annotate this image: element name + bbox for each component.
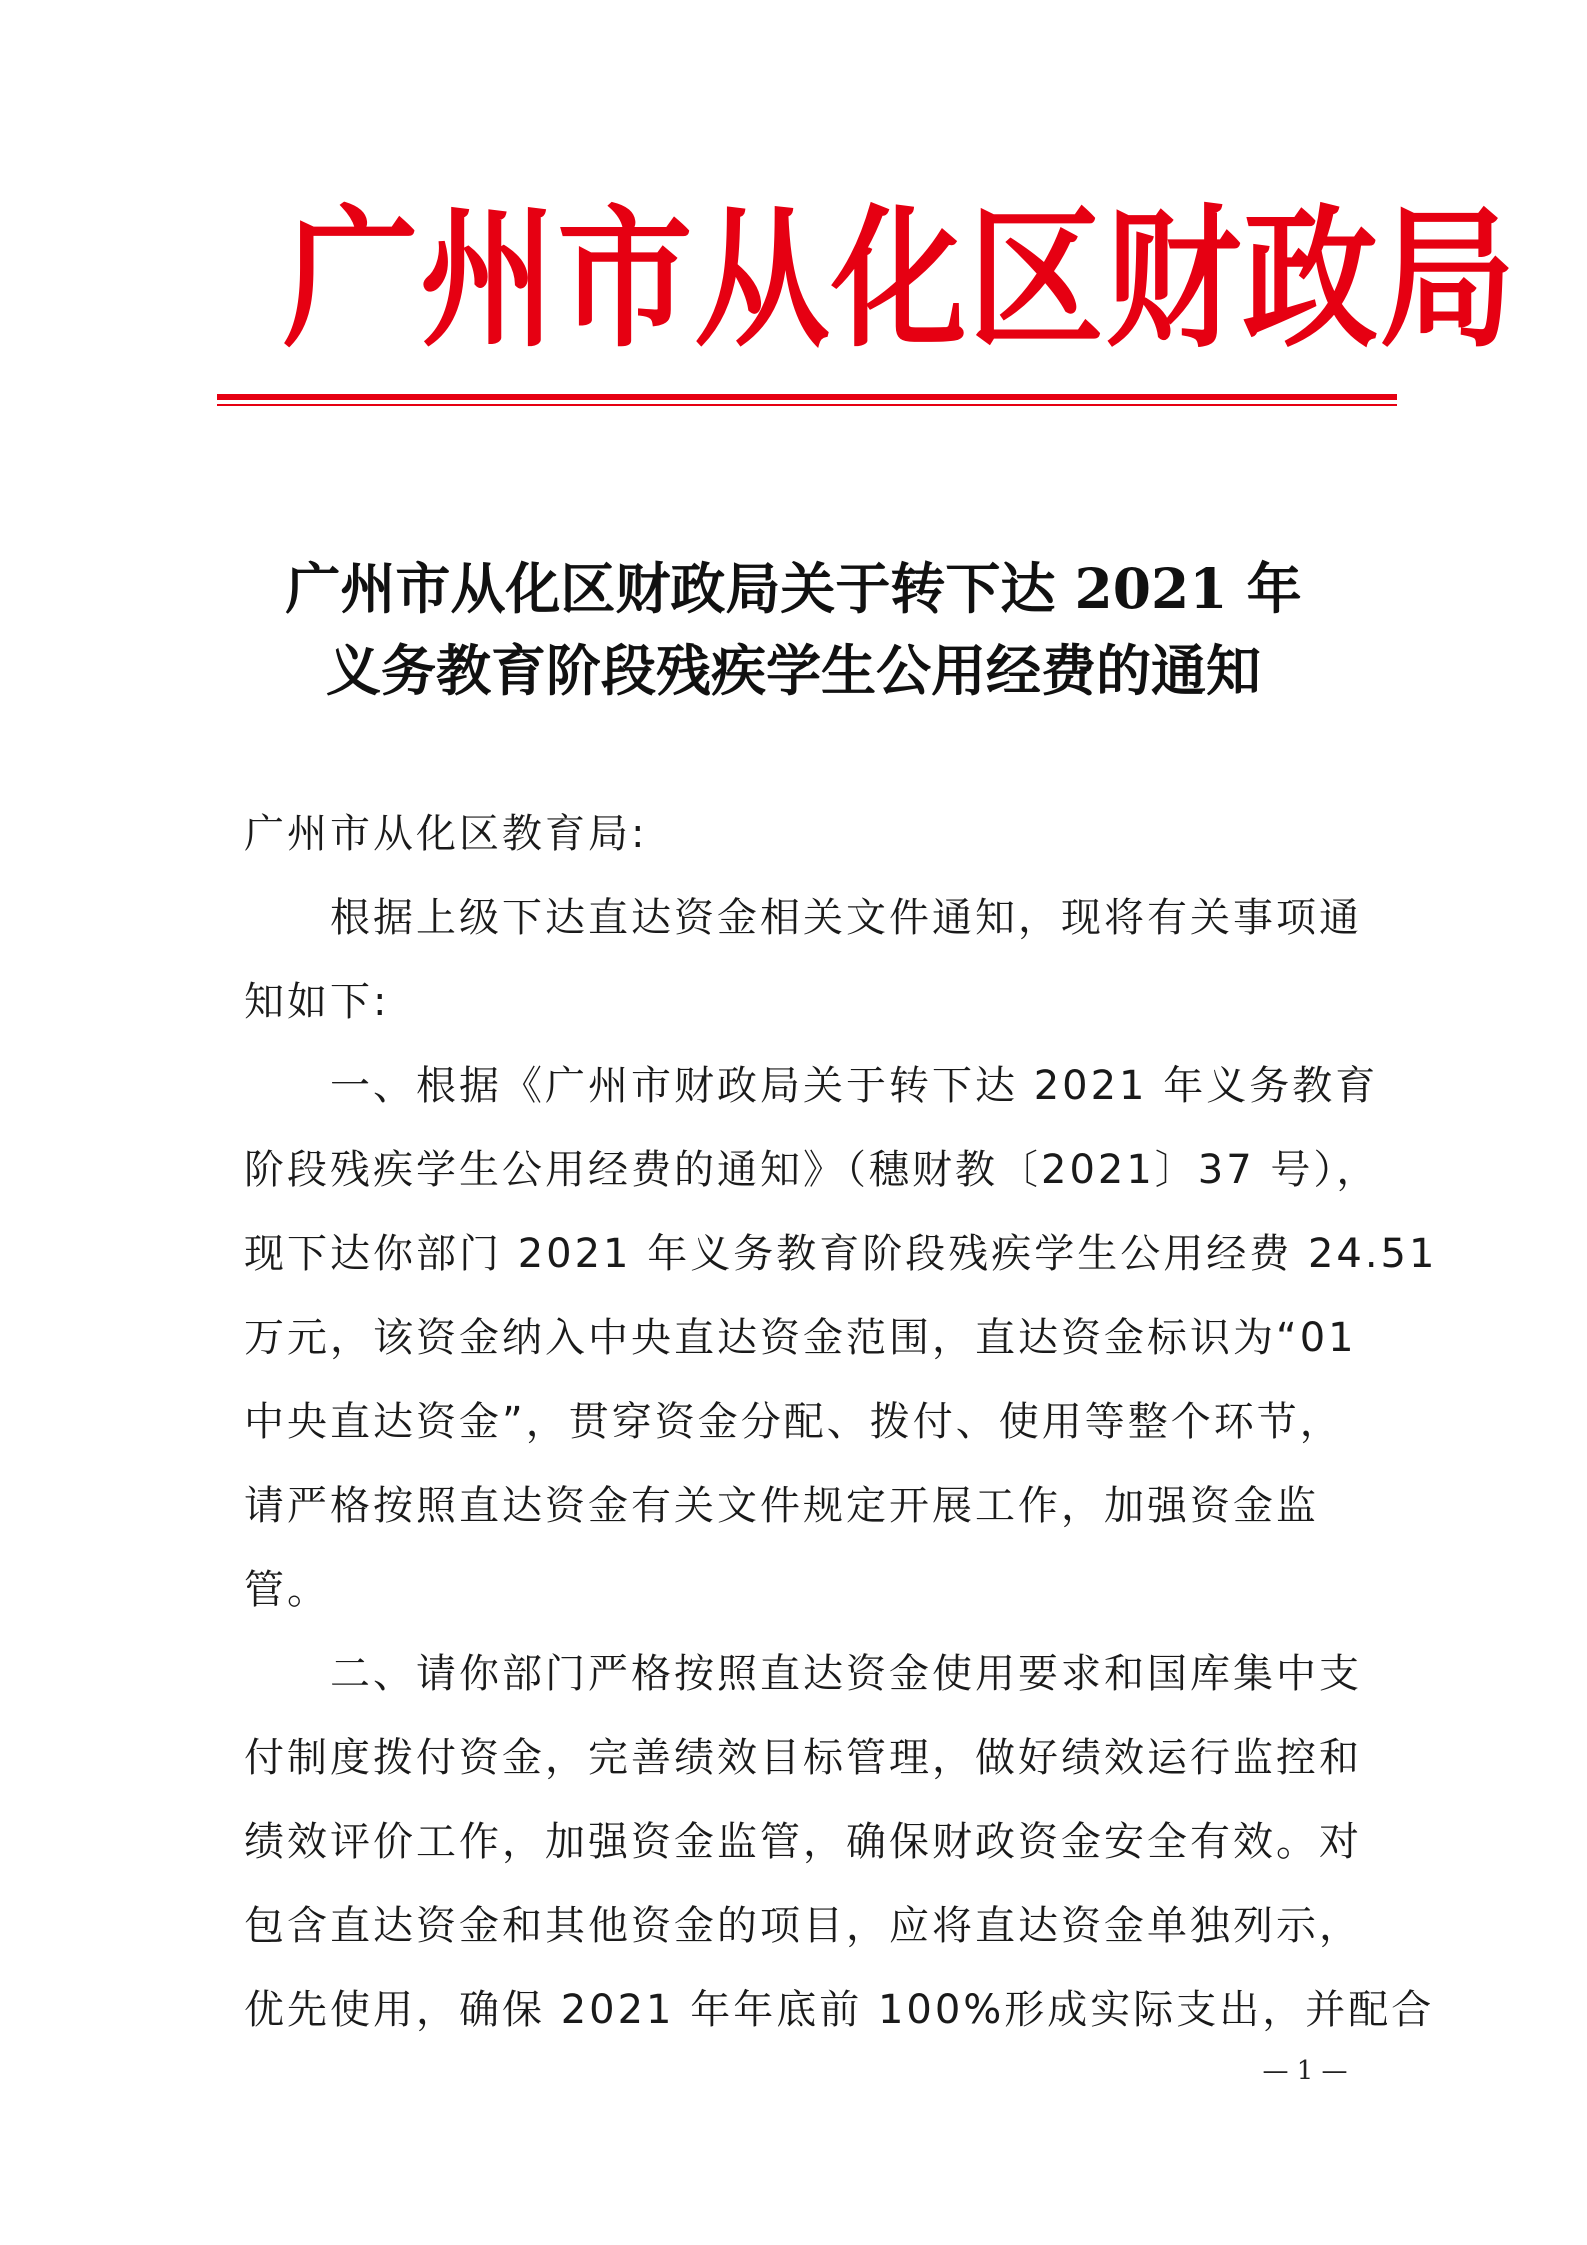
section2-line-5: 优先使用，确保 2021 年年底前 100%形成实际支出，并配合 — [244, 1987, 1435, 2033]
page-number: — 1 — — [1262, 2056, 1348, 2086]
section1-line-3: 现下达你部门 2021 年义务教育阶段残疾学生公用经费 24.51 — [244, 1231, 1438, 1277]
document-title-line-2: 义务教育阶段残疾学生公用经费的通知 — [325, 638, 1261, 703]
masthead-title: 广州市从化区财政局 — [283, 191, 1517, 368]
document-title — [200, 548, 1387, 712]
section1-line-7: 管。 — [244, 1567, 330, 1613]
section1-line-5: 中央直达资金”，贯穿资金分配、拨付、使用等整个环节， — [244, 1399, 1343, 1445]
recipient-line: 广州市从化区教育局: — [244, 811, 648, 857]
section2-line-2: 付制度拨付资金，完善绩效目标管理，做好绩效运行监控和 — [244, 1735, 1362, 1781]
section1-line-4: 万元，该资金纳入中央直达资金范围，直达资金标识为“01 — [244, 1315, 1357, 1361]
document-body — [244, 792, 1438, 2052]
masthead-rule-thick — [217, 394, 1397, 400]
section1-line-2: 阶段残疾学生公用经费的通知》（穗财教〔2021〕37 号）， — [244, 1147, 1380, 1193]
section1-line-6: 请严格按照直达资金有关文件规定开展工作，加强资金监 — [244, 1483, 1319, 1529]
masthead-rule-thin — [217, 404, 1397, 406]
intro-line-1: 根据上级下达直达资金相关文件通知，现将有关事项通 — [330, 895, 1362, 941]
document-title-line-1: 广州市从化区财政局关于转下达 2021 年 — [285, 556, 1302, 621]
intro-line-2: 知如下: — [244, 979, 390, 1025]
section2-line-3: 绩效评价工作，加强资金监管，确保财政资金安全有效。对 — [244, 1819, 1362, 1865]
section2-line-4: 包含直达资金和其他资金的项目，应将直达资金单独列示， — [244, 1903, 1362, 1949]
section2-line-1: 二、请你部门严格按照直达资金使用要求和国库集中支 — [330, 1651, 1362, 1697]
section1-line-1: 一、根据《广州市财政局关于转下达 2021 年义务教育 — [330, 1063, 1379, 1109]
